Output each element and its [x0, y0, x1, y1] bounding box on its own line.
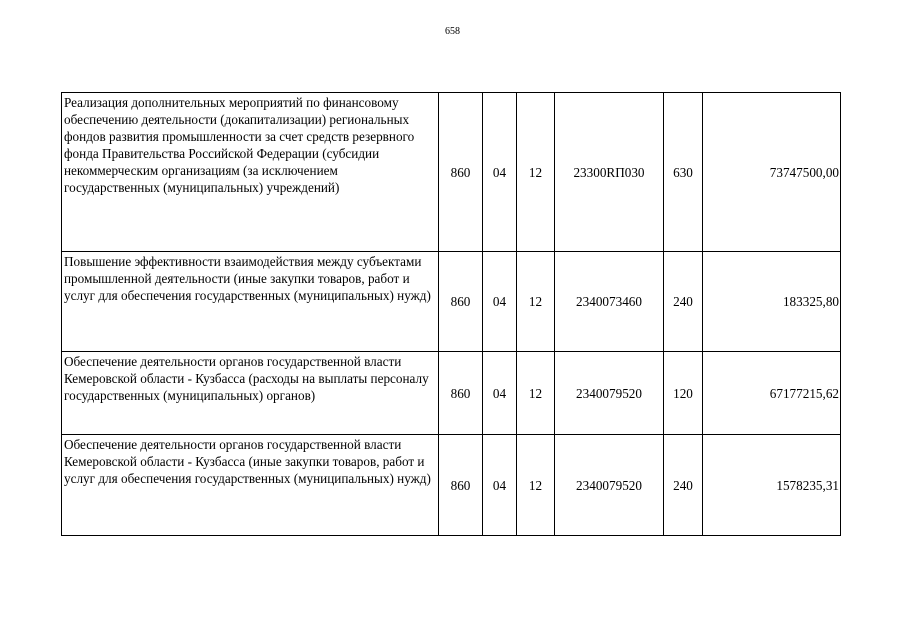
row-expense-type: 240	[664, 435, 703, 536]
row-description: Обеспечение деятельности органов государственной власти Кемеровской области - Кузбасса (иные закупки товаров, работ и услуг для обеспечения государственных (муниципальных) нужд)	[62, 435, 439, 536]
row-grbs-code: 860	[439, 352, 483, 435]
row-amount: 183325,80	[703, 252, 841, 352]
row-grbs-code: 860	[439, 93, 483, 252]
page-number: 658	[445, 26, 460, 37]
row-target-article: 2340079520	[555, 352, 664, 435]
row-subsection-code: 12	[517, 352, 555, 435]
row-description: Повышение эффективности взаимодействия между субъектами промышленной деятельности (иные закупки товаров, работ и услуг для обеспечения государственных (муниципальных) нужд)	[62, 252, 439, 352]
row-target-article: 2340079520	[555, 435, 664, 536]
budget-table	[61, 92, 841, 536]
row-section-code: 04	[483, 252, 517, 352]
row-target-article: 23300RП030	[555, 93, 664, 252]
row-section-code: 04	[483, 93, 517, 252]
row-section-code: 04	[483, 435, 517, 536]
row-expense-type: 120	[664, 352, 703, 435]
table-row	[62, 435, 841, 536]
row-subsection-code: 12	[517, 252, 555, 352]
row-subsection-code: 12	[517, 93, 555, 252]
row-description: Реализация дополнительных мероприятий по финансовому обеспечению деятельности (докапитализации) региональных фондов развития промышленности за счет средств резервного фонда Правительства Российской Федерации (субсидии некоммерческим организациям (за исключением государственных (муниципальных) учреждений)	[62, 93, 439, 252]
row-section-code: 04	[483, 352, 517, 435]
table-row	[62, 352, 841, 435]
row-grbs-code: 860	[439, 435, 483, 536]
row-expense-type: 630	[664, 93, 703, 252]
row-description: Обеспечение деятельности органов государственной власти Кемеровской области - Кузбасса (расходы на выплаты персоналу государственных (муниципальных) органов)	[62, 352, 439, 435]
table-row	[62, 93, 841, 252]
row-target-article: 2340073460	[555, 252, 664, 352]
row-amount: 1578235,31	[703, 435, 841, 536]
row-amount: 73747500,00	[703, 93, 841, 252]
row-expense-type: 240	[664, 252, 703, 352]
table-row	[62, 252, 841, 352]
row-subsection-code: 12	[517, 435, 555, 536]
row-grbs-code: 860	[439, 252, 483, 352]
row-amount: 67177215,62	[703, 352, 841, 435]
